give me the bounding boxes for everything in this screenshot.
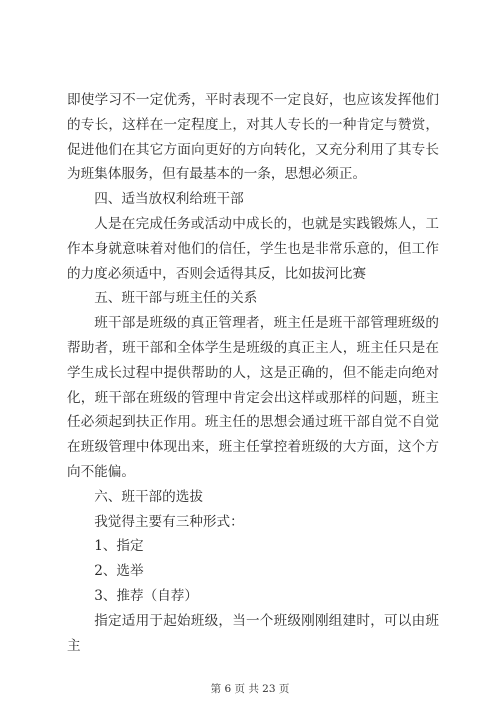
section-heading-6: 六、班干部的选拔 — [94, 488, 203, 505]
paragraph-continued: 即使学习不一定优秀，平时表现不一定良好，也应该发挥他们的专长，这样在一定程度上，对其人专长的一种肯定与赞赏，促进他们在其它方面向更好的方向转化，又充分利用了其专长为班集体服务，但有最基本的一条，思想必须正。 — [67, 92, 439, 183]
section-heading-4: 四、适当放权利给班干部 — [94, 191, 244, 208]
page-footer: 第 6 页 共 23 页 — [210, 683, 290, 695]
section-heading-5: 五、班干部与班主任的关系 — [94, 290, 258, 307]
paragraph: 我觉得主要有三种形式： — [94, 513, 244, 530]
paragraph: 指定适用于起始班级，当一个班级刚刚组建时，可以由班主 — [67, 612, 439, 654]
paragraph: 人是在完成任务或活动中成长的，也就是实践锻炼人，工作本身就意味着对他们的信任，学生也是非常乐意的，但工作的力度必须适中，否则会适得其反，比如拔河比赛 — [67, 215, 439, 282]
list-item: 3、推荐（自荐） — [94, 587, 198, 604]
list-item: 2、选举 — [94, 563, 144, 580]
list-item: 1、指定 — [94, 538, 144, 555]
page-body — [67, 88, 439, 658]
paragraph: 班干部是班级的真正管理者，班主任是班干部管理班级的帮助者，班干部和全体学生是班级的真正主人，班主任只是在学生成长过程中提供帮助的人，这是正确的，但不能走向绝对化，班干部在班级的管理中肯定会出这样或那样的问题，班主任必须起到扶正作用。班主任的思想会通过班干部自觉不自觉在班级管理中体现出来，班主任掌控着班级的大方面，这个方向不能偏。 — [67, 315, 439, 480]
